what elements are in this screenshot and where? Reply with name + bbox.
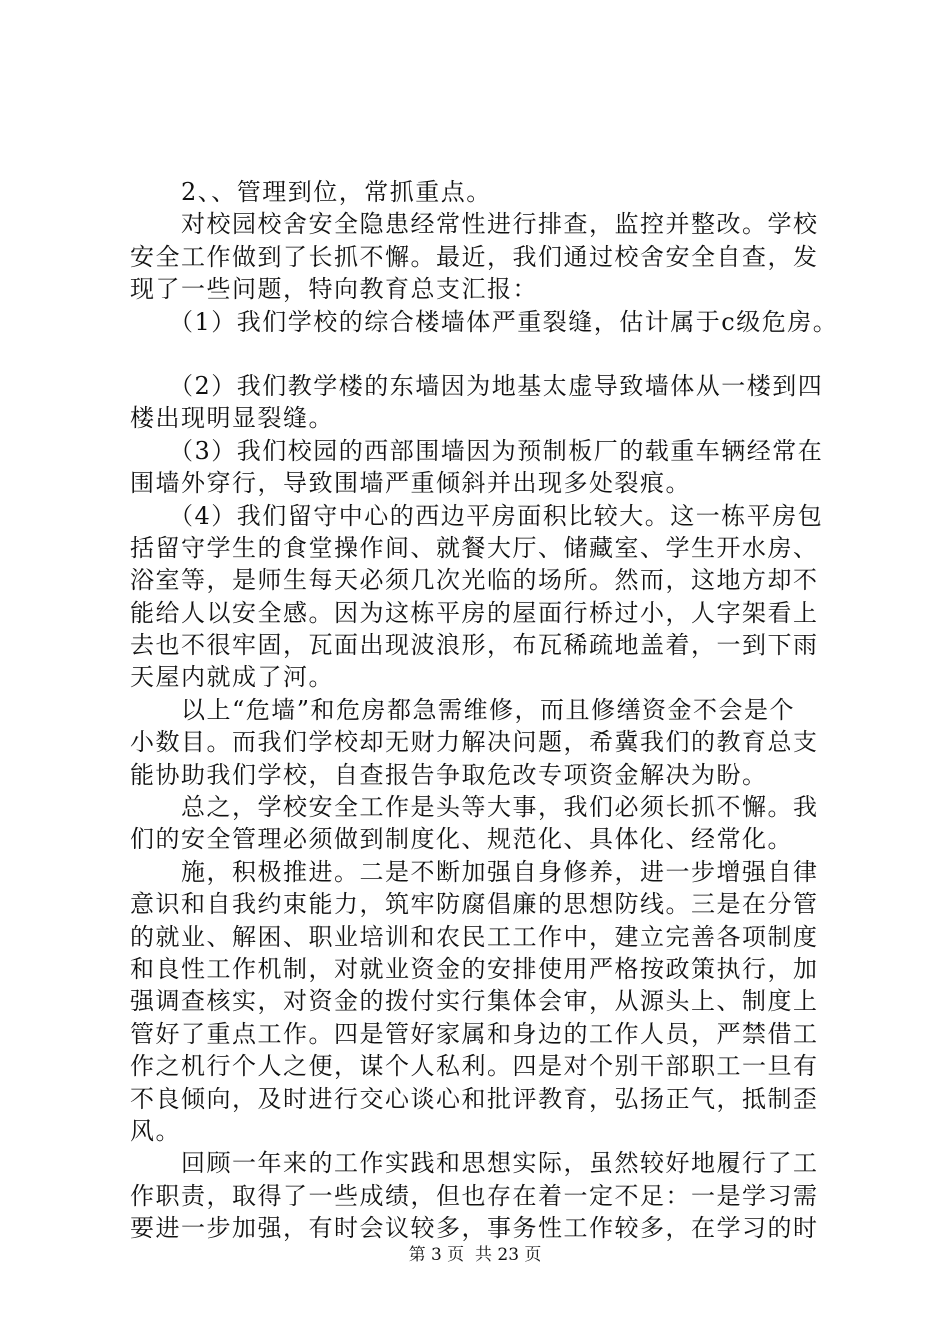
text-line: 能给人以安全感。因为这栋平房的屋面行桥过小，人字架看上 (130, 598, 819, 627)
text-line: 现了一些问题，特向教育总支汇报： (130, 275, 538, 304)
text-line: 楼出现明显裂缝。 (130, 404, 334, 433)
text-line: 施，积极推进。二是不断加强自身修养，进一步增强自律 (130, 857, 819, 886)
body-text (130, 176, 839, 1245)
text-line: （4）我们留守中心的西边平房面积比较大。这一栋平房包 (130, 501, 824, 530)
text-line: 风。 (130, 1116, 181, 1145)
text-line: 作之机行个人之便，谋个人私利。四是对个别干部职工一旦有 (130, 1052, 819, 1081)
text-line: 和良性工作机制，对就业资金的安排使用严格按政策执行，加 (130, 954, 819, 983)
page-number-label: 第 3 页 共 23 页 (408, 1245, 542, 1265)
text-line: 天屋内就成了河。 (130, 663, 334, 692)
text-line: 强调查核实，对资金的拨付实行集体会审，从源头上、制度上 (130, 987, 819, 1016)
text-line: 们的安全管理必须做到制度化、规范化、具体化、经常化。 (130, 825, 793, 854)
text-line: 小数目。而我们学校却无财力解决问题，希冀我们的教育总支 (130, 728, 819, 757)
text-line: 意识和自我约束能力，筑牢防腐倡廉的思想防线。三是在分管 (130, 890, 819, 919)
text-line: 回顾一年来的工作实践和思想实际，虽然较好地履行了工 (130, 1149, 819, 1178)
text-line: 围墙外穿行，导致围墙严重倾斜并出现多处裂痕。 (130, 469, 691, 498)
text-line: （1）我们学校的综合楼墙体严重裂缝，估计属于c级危房。 (130, 307, 839, 336)
text-line: 能协助我们学校，自查报告争取危改专项资金解决为盼。 (130, 760, 768, 789)
text-line: （2）我们教学楼的东墙因为地基太虚导致墙体从一楼到四 (130, 371, 824, 400)
text-line: 去也不很牢固，瓦面出现波浪形，布瓦稀疏地盖着，一到下雨 (130, 631, 819, 660)
text-line: 要进一步加强，有时会议较多，事务性工作较多，在学习的时 (130, 1214, 819, 1243)
text-line: 管好了重点工作。四是管好家属和身边的工作人员，严禁借工 (130, 1019, 819, 1048)
text-line: 2、、管理到位，常抓重点。 (130, 178, 492, 206)
text-line: 浴室等，是师生每天必须几次光临的场所。然而，这地方却不 (130, 566, 819, 595)
text-line: 的就业、解困、职业培训和农民工工作中，建立完善各项制度 (130, 922, 819, 951)
text-line: 不良倾向，及时进行交心谈心和批评教育，弘扬正气，抵制歪 (130, 1084, 819, 1113)
blank-line (130, 338, 830, 370)
text-line: 作职责，取得了一些成绩，但也存在着一定不足：一是学习需 (130, 1181, 819, 1210)
text-line: 对校园校舍安全隐患经常性进行排查，监控并整改。学校 (130, 210, 819, 239)
text-line: 括留守学生的食堂操作间、就餐大厅、储藏室、学生开水房、 (130, 533, 819, 562)
page-footer (0, 1244, 950, 1266)
text-line: 安全工作做到了长抓不懈。最近，我们通过校舍安全自查，发 (130, 242, 819, 271)
text-line: 总之，学校安全工作是头等大事，我们必须长抓不懈。我 (130, 793, 819, 822)
text-line: （3）我们校园的西部围墙因为预制板厂的载重车辆经常在 (130, 436, 824, 465)
text-line: 以上“危墙”和危房都急需维修，而且修缮资金不会是个 (130, 695, 796, 724)
